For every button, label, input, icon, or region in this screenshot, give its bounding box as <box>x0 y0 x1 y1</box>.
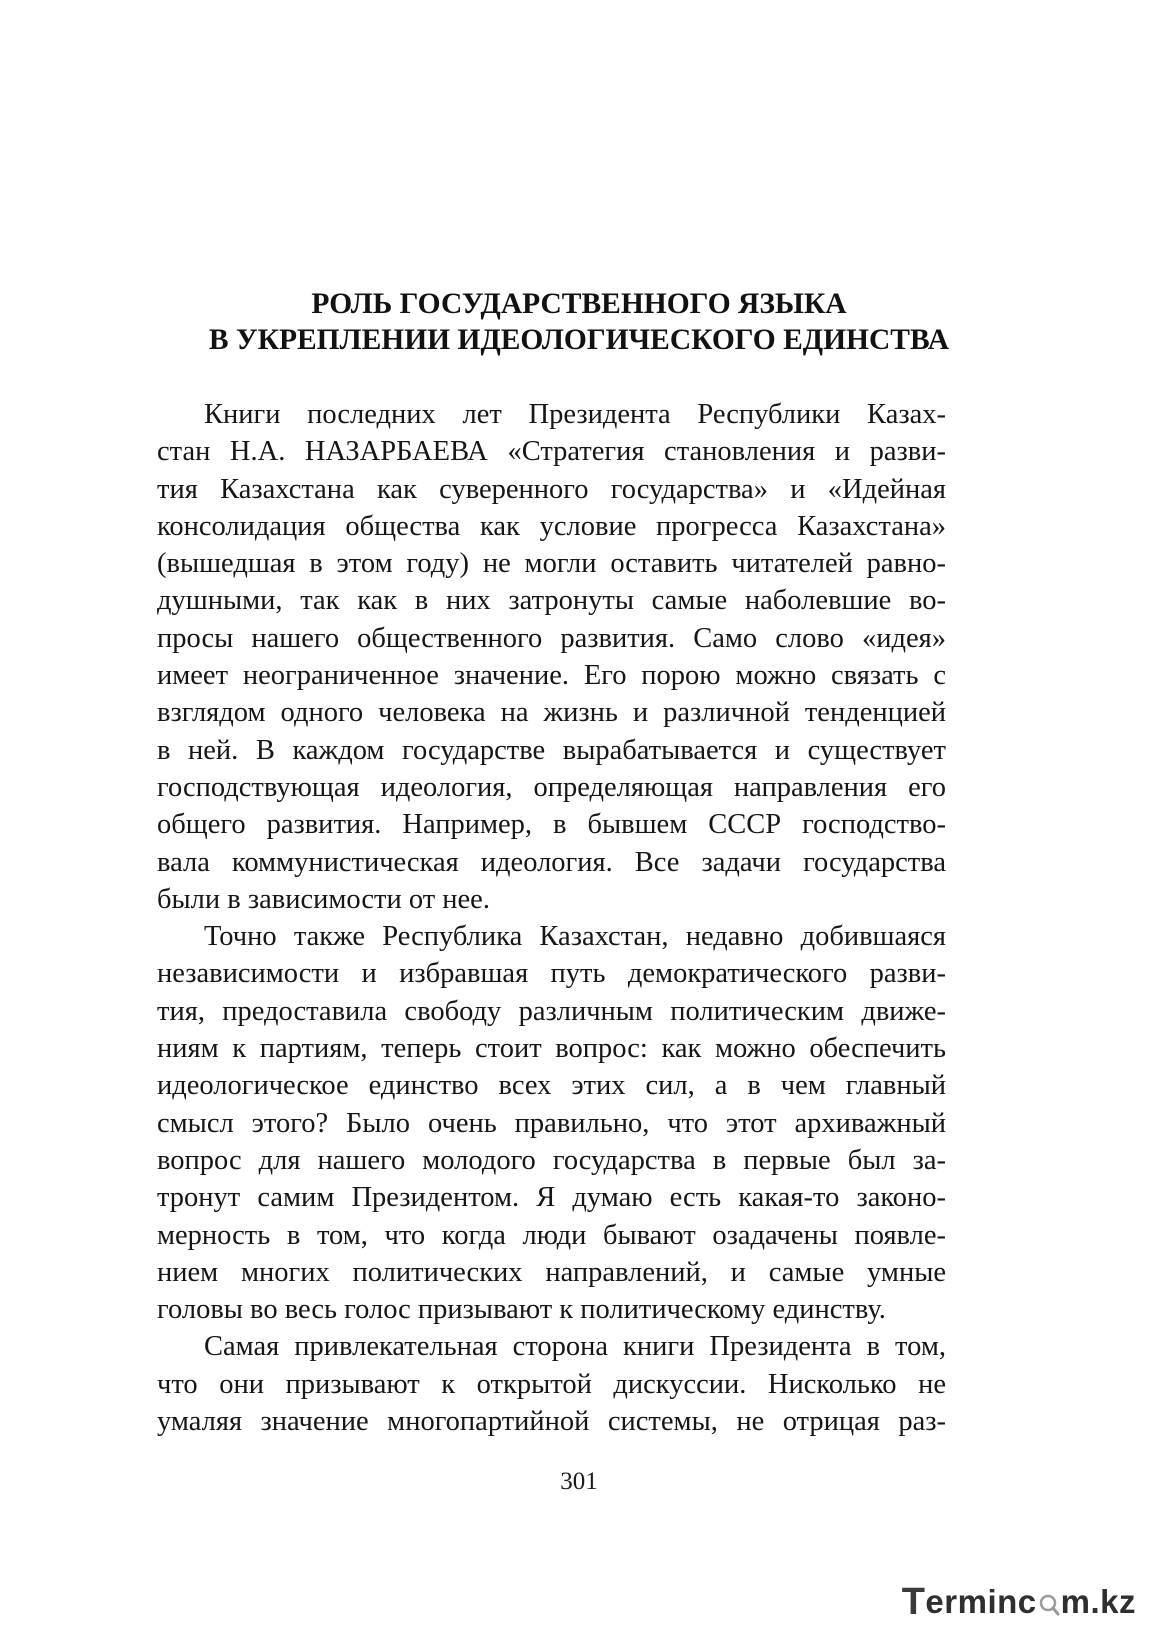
text-line: просы нашего общественного развития. Само слово «идея» <box>157 622 946 654</box>
watermark-text-end: m.kz <box>1060 1583 1136 1620</box>
text-line: Книги последних лет Президента Республики Казах- <box>204 399 946 430</box>
text-line: консолидация общества как условие прогресса Казахстана» <box>157 510 946 542</box>
watermark-text-start: erminc <box>925 1583 1037 1620</box>
text-line: Точно также Республика Казахстан, недавно добившаяся <box>204 921 946 953</box>
text-line: тия Казахстана как суверенного государства» и «Идейная <box>157 473 946 505</box>
title-line: РОЛЬ ГОСУДАРСТВЕННОГО ЯЗЫКА <box>311 288 847 320</box>
text-line: душными, так как в них затронуты самые наболевшие во- <box>157 585 946 617</box>
page-title <box>150 286 1008 358</box>
text-line: взглядом одного человека на жизнь и различной тенденцией <box>157 697 946 729</box>
terminkom-watermark <box>902 1582 1136 1622</box>
text-line: господствующая идеология, определяющая направления его <box>157 771 946 803</box>
text-line: смысл этого? Было очень правильно, что этот архиважный <box>157 1107 946 1139</box>
text-line: умаляя значение многопартийной системы, не отрицая раз- <box>157 1406 946 1438</box>
text-line: стан Н.А. НАЗАРБАЕВА «Стратегия становления и разви- <box>157 436 946 468</box>
title-line: В УКРЕПЛЕНИИ ИДЕОЛОГИЧЕСКОГО ЕДИНСТВА <box>208 324 950 356</box>
text-line: были в зависимости от нее. <box>157 883 490 915</box>
text-line: общего развития. Например, в бывшем СССР господство- <box>157 809 946 841</box>
text-line: (вышедшая в этом году) не могли оставить читателей равно- <box>157 548 946 580</box>
paragraph <box>157 396 946 918</box>
text-line: вала коммунистическая идеология. Все задачи государства <box>157 846 946 878</box>
text-line: независимости и избравшая путь демократического разви- <box>157 958 946 990</box>
text-line: что они призывают к открытой дискуссии. Нисколько не <box>157 1368 946 1400</box>
text-line: в ней. В каждом государстве вырабатывается и существует <box>157 734 946 766</box>
watermark-letter-t: T <box>901 1580 926 1623</box>
magnifier-icon <box>1038 1590 1060 1614</box>
text-line: имеет неограниченное значение. Его порою можно связать с <box>157 660 946 692</box>
text-line: тия, предоставила свободу различным политическим движе- <box>157 995 946 1027</box>
text-line: ниям к партиям, теперь стоит вопрос: как можно обеспечить <box>157 1033 946 1065</box>
text-line: тронут самим Президентом. Я думаю есть какая-то законо- <box>157 1182 946 1214</box>
paragraph <box>157 918 946 1328</box>
page-number: 301 <box>560 1468 598 1495</box>
text-line: идеологическое единство всех этих сил, а в чем главный <box>157 1070 946 1102</box>
paragraph <box>157 1328 946 1440</box>
text-line: нием многих политических направлений, и самые умные <box>157 1256 946 1288</box>
text-line: головы во весь голос призывают к политическому единству. <box>157 1294 886 1326</box>
text-line: Самая привлекательная сторона книги Президента в том, <box>204 1331 946 1363</box>
body-text <box>157 396 946 1440</box>
text-line: мерность в том, что когда люди бывают озадачены появле- <box>157 1219 946 1251</box>
text-line: вопрос для нашего молодого государства в первые был за- <box>157 1144 946 1176</box>
